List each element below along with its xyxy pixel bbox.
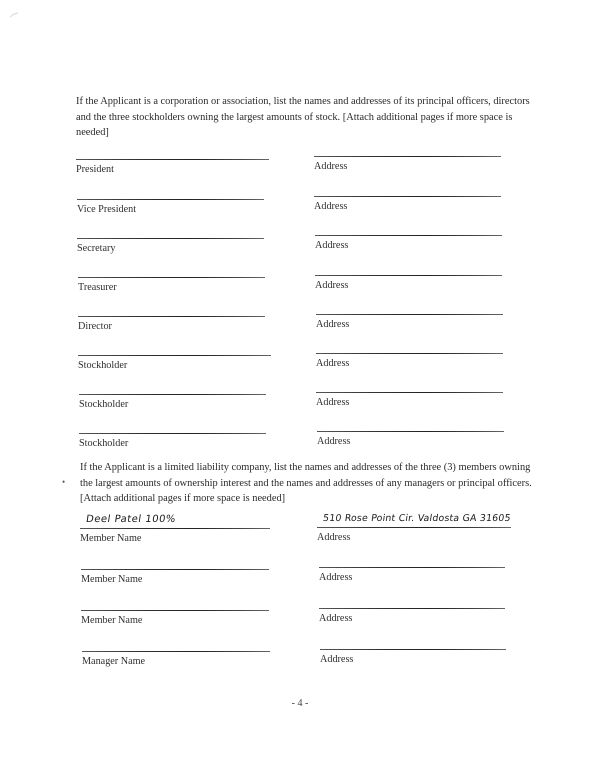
signature-line <box>317 527 511 528</box>
stockholder-1-name-field[interactable] <box>78 355 271 379</box>
director-address-field[interactable] <box>316 314 503 338</box>
field-label: Address <box>317 436 351 447</box>
manager-address-field[interactable] <box>320 649 506 673</box>
vice-president-address-field[interactable] <box>314 196 501 220</box>
signature-line <box>82 651 270 652</box>
member-2-address-field[interactable] <box>319 567 505 591</box>
scan-artifact <box>10 12 20 18</box>
signature-line <box>77 199 264 200</box>
signature-line <box>316 314 503 315</box>
signature-line <box>79 433 266 434</box>
field-label: Stockholder <box>79 438 129 449</box>
field-label: Address <box>319 572 353 583</box>
member-1-name-field[interactable] <box>80 514 270 552</box>
stockholder-3-name-field[interactable] <box>79 433 266 457</box>
treasurer-address-field[interactable] <box>315 275 502 299</box>
field-label: Address <box>316 319 350 330</box>
signature-line <box>81 569 269 570</box>
field-label: Address <box>319 613 353 624</box>
president-address-field[interactable] <box>314 156 501 180</box>
corporation-instructions: If the Applicant is a corporation or association, list the names and addresses of its principal officers, directors and the three stockholders owning the largest amounts of stock. [Attach additional pages if more space is needed] <box>76 96 530 138</box>
field-label: Manager Name <box>82 656 146 667</box>
signature-line <box>314 156 501 157</box>
stockholder-2-address-field[interactable] <box>316 392 503 416</box>
page-number: - 4 - <box>291 698 309 709</box>
field-label: Address <box>316 397 350 408</box>
vice-president-name-field[interactable] <box>77 199 264 223</box>
member-3-name-field[interactable] <box>81 610 269 634</box>
director-name-field[interactable] <box>78 316 265 340</box>
signature-line <box>316 392 503 393</box>
president-name-field[interactable] <box>76 159 269 183</box>
stockholder-2-name-field[interactable] <box>79 394 266 418</box>
signature-line <box>80 528 270 529</box>
field-label: Address <box>320 654 354 665</box>
signature-line <box>320 649 506 650</box>
signature-line <box>317 431 504 432</box>
manager-name-field[interactable] <box>82 651 270 675</box>
field-label: Member Name <box>81 574 143 585</box>
field-label: Stockholder <box>78 360 128 371</box>
secretary-address-field[interactable] <box>315 235 502 259</box>
field-label: Member Name <box>81 615 143 626</box>
field-label: Address <box>315 240 349 251</box>
treasurer-name-field[interactable] <box>78 277 265 301</box>
stockholder-1-address-field[interactable] <box>316 353 503 377</box>
field-label: President <box>76 164 114 175</box>
signature-line <box>76 159 269 160</box>
field-label: Treasurer <box>78 282 117 293</box>
signature-line <box>81 610 269 611</box>
field-label: Address <box>314 201 348 212</box>
field-label: Address <box>314 161 348 172</box>
signature-line <box>78 355 271 356</box>
field-label: Address <box>316 358 350 369</box>
signature-line <box>77 238 264 239</box>
bullet-mark: • <box>62 477 66 487</box>
member-3-address-field[interactable] <box>319 608 505 632</box>
field-label: Vice President <box>77 204 137 215</box>
signature-line <box>315 235 502 236</box>
field-label: Address <box>315 280 349 291</box>
handwritten-address: 510 Rose Point Cir. Valdosta GA 31605 <box>322 513 512 524</box>
field-label: Member Name <box>80 533 142 544</box>
signature-line <box>319 567 505 568</box>
signature-line <box>314 196 501 197</box>
handwritten-name: Deel Patel 100% <box>85 514 177 525</box>
stockholder-3-address-field[interactable] <box>317 431 504 455</box>
signature-line <box>79 394 266 395</box>
member-2-name-field[interactable] <box>81 569 269 593</box>
field-label: Stockholder <box>79 399 129 410</box>
signature-line <box>315 275 502 276</box>
member-1-address-field[interactable] <box>317 513 512 551</box>
signature-line <box>316 353 503 354</box>
signature-line <box>78 277 265 278</box>
signature-line <box>78 316 265 317</box>
field-label: Address <box>317 532 351 543</box>
field-label: Director <box>78 321 112 332</box>
secretary-name-field[interactable] <box>77 238 264 262</box>
llc-instructions: If the Applicant is a limited liability company, list the names and addresses of the three (3) members owning the largest amounts of ownership interest and the names and addresses of any managers or principal officers. [Attach additional pages if more space is needed] <box>80 462 532 504</box>
field-label: Secretary <box>77 243 116 254</box>
signature-line <box>319 608 505 609</box>
